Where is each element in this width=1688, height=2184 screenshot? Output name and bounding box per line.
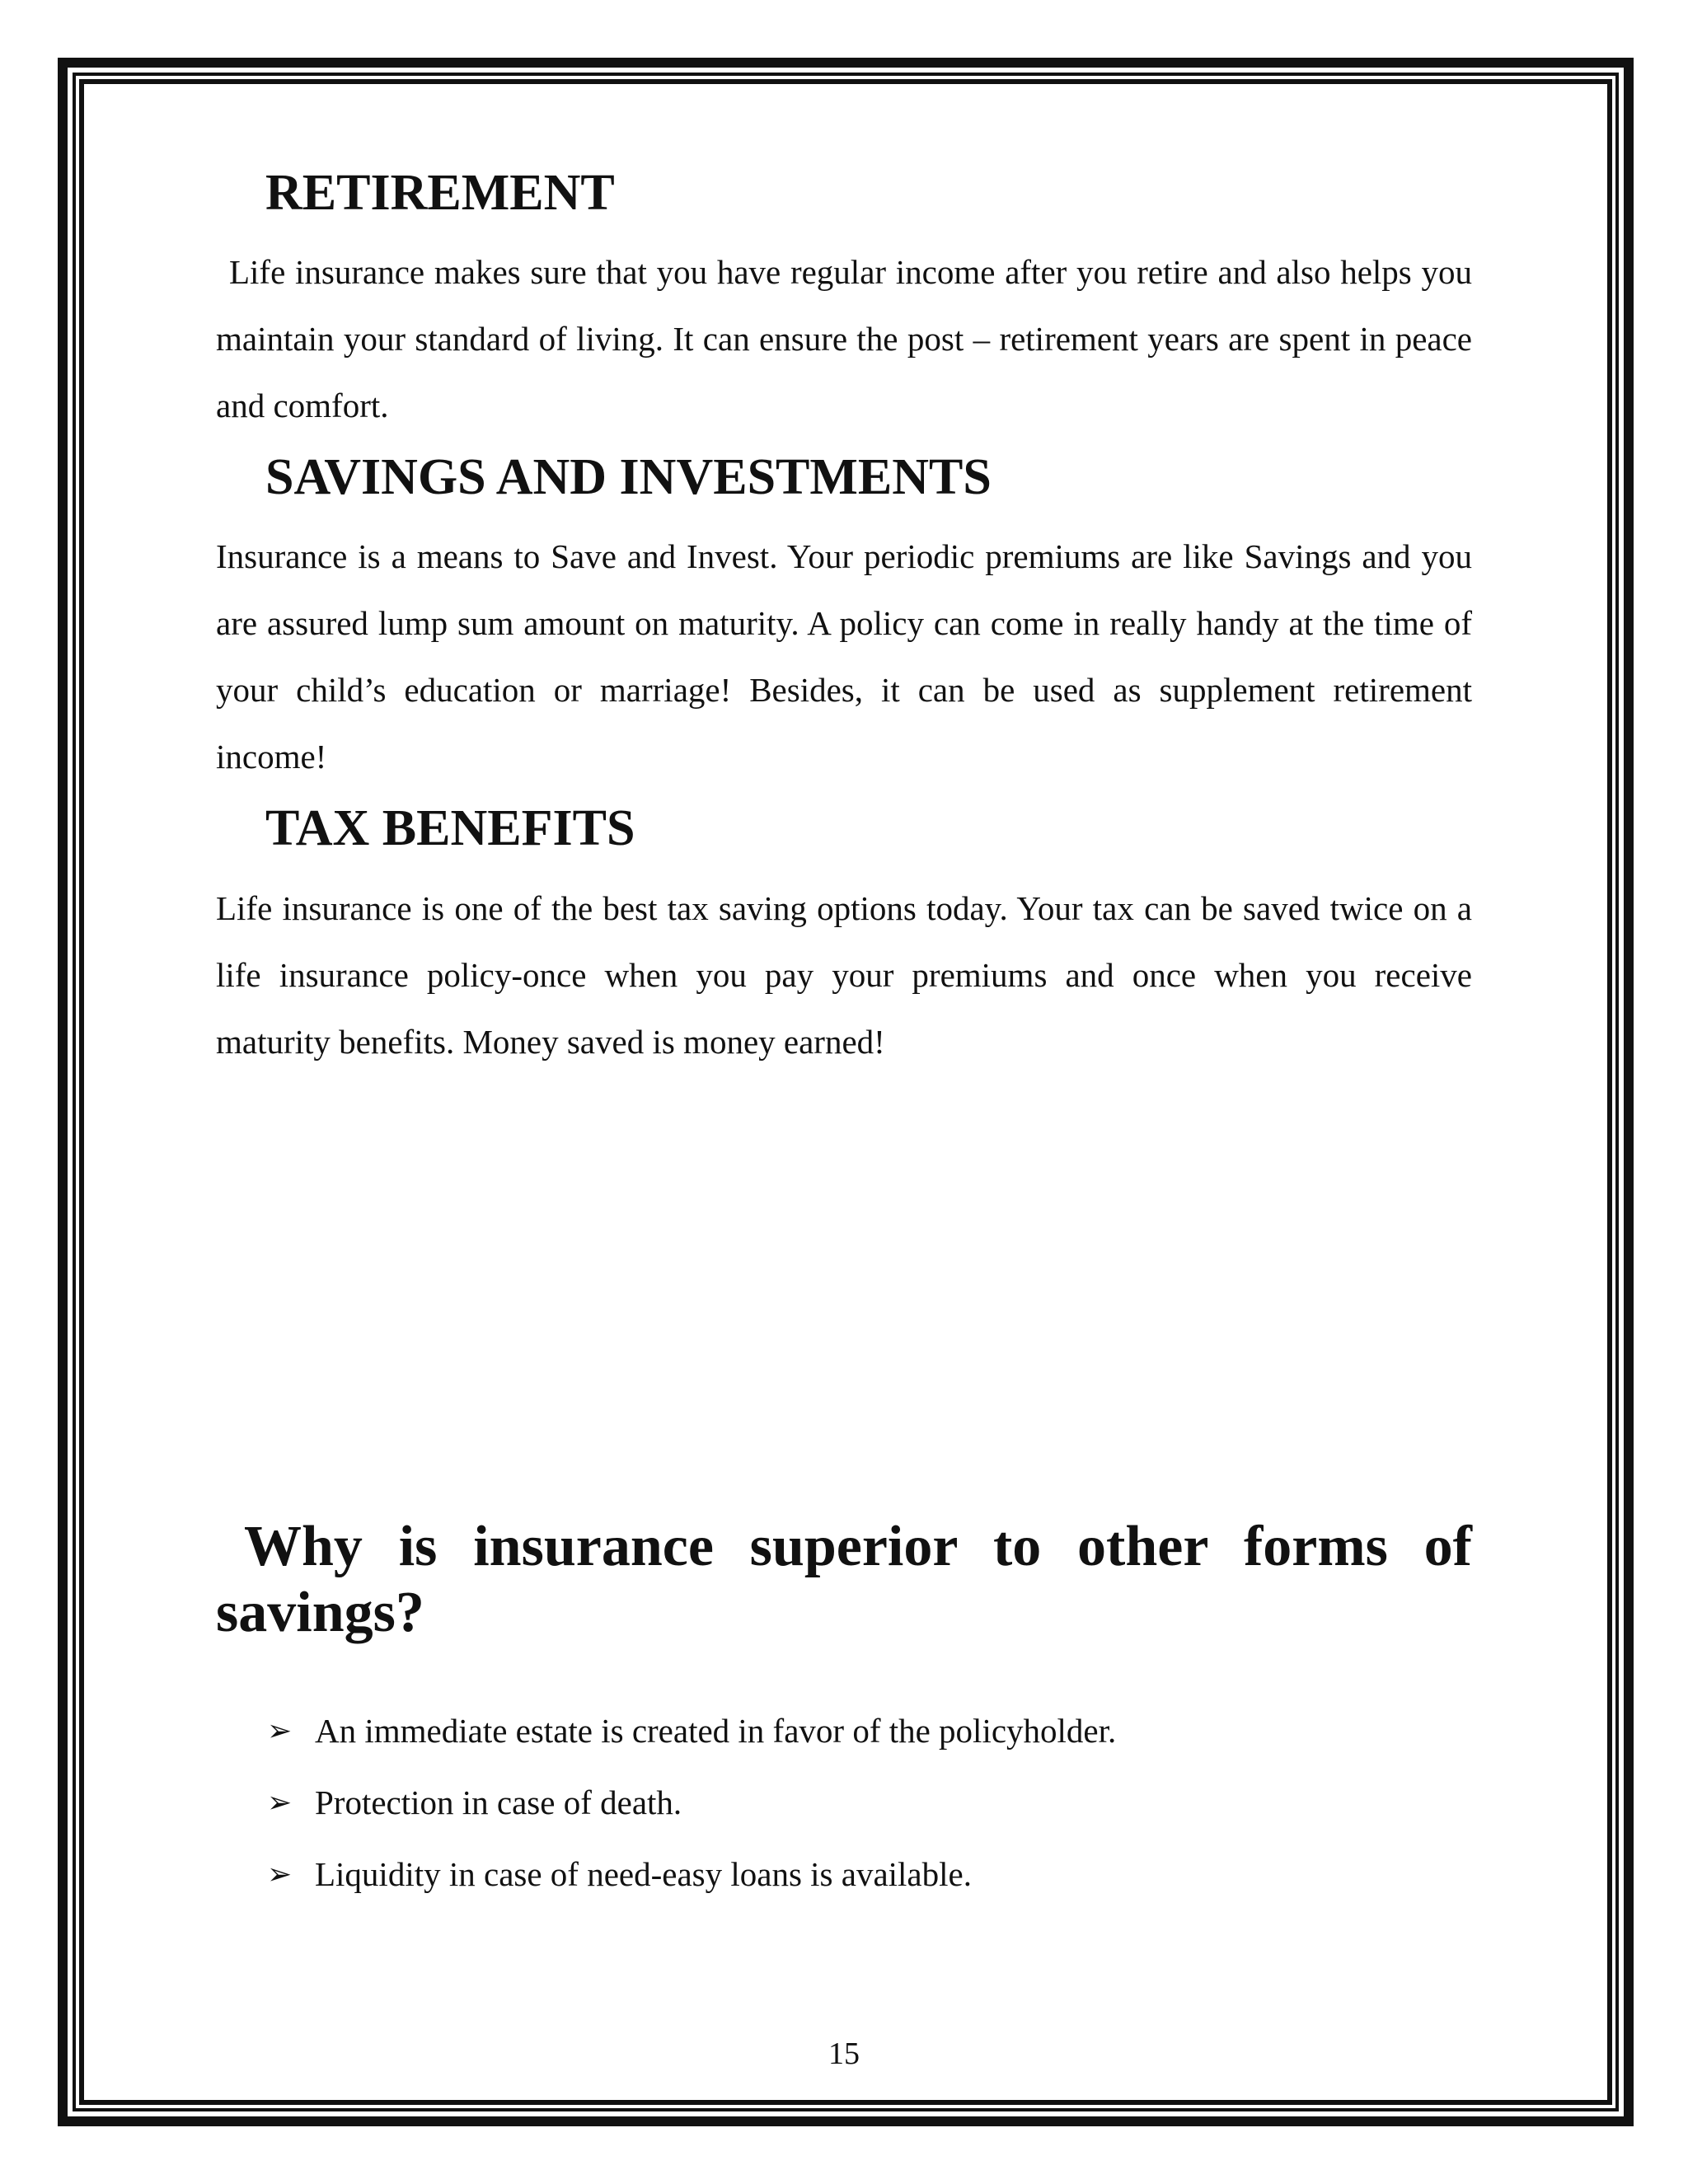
section-body-retirement: Life insurance makes sure that you have regular income after you retire and also helps you maintain your standard of living. It can ensure the post – retirement years are spent in peace and comfort. <box>216 253 1472 425</box>
arrowhead-bullet-icon: ➢ <box>267 1713 293 1747</box>
list-item-text: Protection in case of death. <box>315 1783 682 1821</box>
list-item <box>267 1767 1472 1839</box>
section-body-tax: Life insurance is one of the best tax saving options today. Your tax can be saved twice on a life insurance policy-once when you pay your premiums and once when you receive maturity benefits. Money saved is money earned! <box>216 888 1472 1061</box>
page-content <box>216 165 1472 1910</box>
arrowhead-bullet-icon: ➢ <box>267 1857 293 1891</box>
blank-space <box>216 1085 1472 1514</box>
page-number: 15 <box>828 2036 860 2071</box>
section-heading-savings: SAVINGS AND INVESTMENTS <box>265 449 992 506</box>
list-item-text: Liquidity in case of need-easy loans is available. <box>315 1854 972 1893</box>
list-item <box>267 1839 1472 1910</box>
arrowhead-bullet-icon: ➢ <box>267 1785 293 1819</box>
section-body-savings: Insurance is a means to Save and Invest. Your periodic premiums are like Savings and you are assured lump sum amount on maturity. A policy can come in really handy at the time of your child’s education or marriage! Besides, it can be used as supplement retirement income! <box>216 537 1472 776</box>
benefits-list <box>216 1695 1472 1910</box>
section-heading-retirement: RETIREMENT <box>265 165 615 221</box>
question-heading: Why is insurance superior to other forms of savings? <box>216 1514 1472 1644</box>
section-heading-tax: TAX BENEFITS <box>265 800 635 857</box>
list-item <box>267 1695 1472 1767</box>
list-item-text: An immediate estate is created in favor of the policyholder. <box>315 1711 1117 1750</box>
